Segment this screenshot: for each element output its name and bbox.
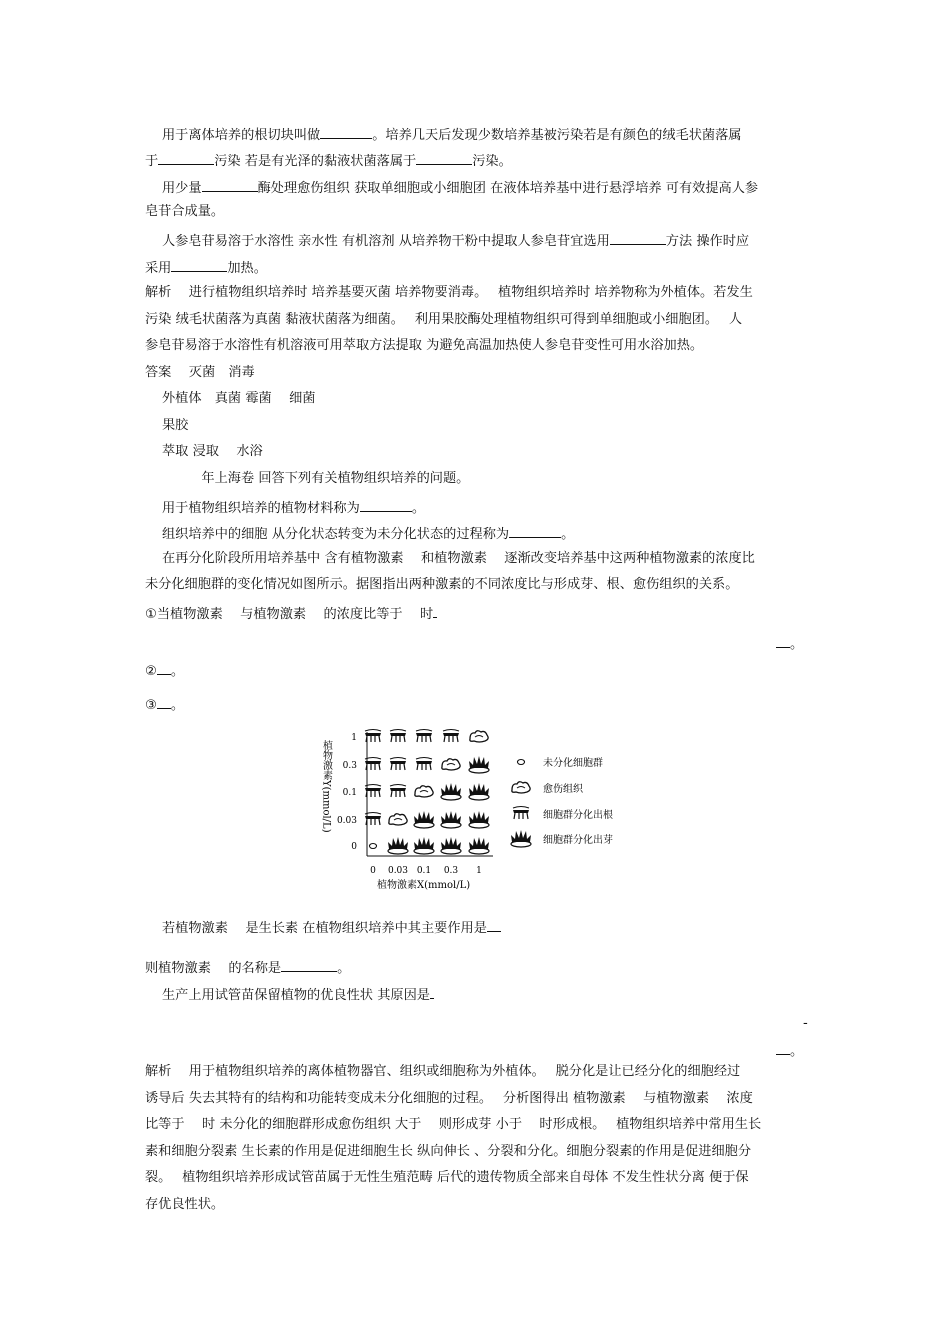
answer-blank: [360, 497, 412, 512]
paragraph-line: 组织培养中的细胞 从分化状态转变为未分化状态的过程称为 。: [162, 523, 574, 544]
analysis-line: 存优良性状。: [145, 1197, 225, 1212]
answer-blank: [487, 917, 501, 932]
x-tick-labels: [370, 866, 482, 876]
analysis-line: 诱导后 失去其特有的结构和功能转变成未分化细胞的过程。 分析图得出 植物激素 与植物激素 浓度: [145, 1091, 753, 1106]
paragraph-line: 用少量 酶处理愈伤组织 获取单细胞或小细胞团 在液体培养基中进行悬浮培养 可有效提高人参: [162, 177, 758, 198]
x-axis-title: 植物激素X(mmol/L): [377, 880, 471, 891]
answer-line: 外植体 真菌 霉菌 细菌: [162, 391, 316, 406]
answer-blank: [202, 177, 258, 192]
bud-icon: [469, 756, 489, 773]
paragraph-line: 。: [776, 1040, 803, 1061]
paragraph-line: 若植物激素 是生长素 在植物组织培养中其主要作用是: [162, 917, 501, 938]
root-icon: [443, 730, 459, 743]
legend-label: 细胞群分化出芽: [543, 835, 613, 846]
hormone-ratio-figure: [321, 726, 629, 892]
legend-label: 愈伤组织: [543, 784, 583, 795]
analysis-line: 比等于 时 未分化的细胞群形成愈伤组织 大于 则形成芽 小于 时形成根。 植物组织培养中常用生长: [145, 1117, 762, 1132]
y-tick-label: 0: [351, 842, 357, 852]
answer-line: 萃取 浸取 水浴: [162, 444, 263, 459]
answer-blank: [416, 150, 472, 165]
root-icon: [390, 785, 406, 798]
legend: [511, 756, 613, 847]
answer-blank: [320, 124, 372, 139]
paragraph-line: 生产上用试管苗保留植物的优良性状 其原因是: [162, 984, 434, 1005]
result-grid: [365, 730, 489, 855]
question-title: 年上海卷 回答下列有关植物组织培养的问题。: [184, 471, 470, 486]
paragraph-line: 未分化细胞群的变化情况如图所示。据图指出两种激素的不同浓度比与形成芽、根、愈伤组织的关系。: [145, 577, 739, 592]
answer-blank: [157, 660, 171, 675]
bud-icon: [441, 837, 461, 854]
paragraph-line: 在再分化阶段所用培养基中 含有植物激素 和植物激素 逐渐改变培养基中这两种植物激素的浓度比: [162, 551, 755, 566]
undifferentiated-icon: [370, 844, 377, 849]
paragraph-line: ③ 。: [145, 694, 184, 715]
paragraph-line: ② 。: [145, 660, 184, 681]
paragraph-line: 于 污染 若是有光泽的黏液状菌落属于 污染。: [145, 150, 512, 171]
analysis-line: 素和细胞分裂素 生长素的作用是促进细胞生长 纵向伸长 、分裂和分化。细胞分裂素的作用是促进细胞分: [145, 1144, 752, 1159]
y-axis-title: 植物激素Y(mmol/L): [321, 740, 332, 833]
analysis-line: 裂。 植物组织培养形成试管苗属于无性生殖范畴 后代的遗传物质全部来自母体 不发生性状分离 便于保: [145, 1170, 749, 1185]
root-icon: [390, 758, 406, 771]
x-tick-label: 0: [370, 866, 376, 876]
legend-label: 细胞群分化出根: [543, 810, 613, 821]
paragraph-line: 用于植物组织培养的植物材料称为 。: [162, 497, 425, 518]
answer-blank: [157, 694, 171, 709]
undifferentiated-icon: [518, 760, 525, 765]
bud-icon: [511, 830, 531, 847]
root-icon: [390, 730, 406, 743]
analysis-line: 污染 绒毛状菌落为真菌 黏液状菌落为细菌。 利用果胶酶处理植物组织可得到单细胞或小细胞团。 人: [145, 312, 743, 327]
answer-blank: [433, 603, 437, 618]
answer-blank: [776, 633, 790, 648]
answer-line: 果胶: [162, 418, 189, 433]
root-icon: [416, 758, 432, 771]
answer-blank: [509, 523, 561, 538]
bud-icon: [414, 837, 434, 854]
analysis-line: 解析 进行植物组织培养时 培养基要灭菌 培养物要消毒。 植物组织培养时 培养物称为外植体。若发生: [145, 285, 753, 300]
y-tick-label: 1: [351, 733, 357, 743]
root-icon: [513, 807, 529, 820]
x-tick-label: 1: [476, 866, 482, 876]
answer-blank: [281, 957, 337, 972]
y-tick-labels: [337, 733, 357, 852]
x-tick-label: 0.03: [387, 866, 409, 876]
figure-svg: [321, 726, 629, 892]
callus-icon: [389, 814, 407, 825]
answer-line: 答案 灭菌 消毒: [145, 365, 255, 380]
answer-blank: [171, 257, 227, 272]
paragraph-line: 皂苷合成量。: [145, 204, 225, 219]
bud-icon: [469, 811, 489, 828]
y-tick-label: 0.3: [342, 761, 357, 771]
bud-icon: [441, 783, 461, 800]
callus-icon: [512, 782, 530, 793]
answer-blank: [776, 1040, 790, 1055]
analysis-line: 解析 用于植物组织培养的离体植物器官、组织或细胞称为外植体。 脱分化是让已经分化的细胞经过: [145, 1064, 741, 1079]
root-icon: [416, 730, 432, 743]
bud-icon: [388, 837, 408, 854]
answer-blank: [158, 150, 214, 165]
paragraph-line: 人参皂苷易溶于水溶性 亲水性 有机溶剂 从培养物干粉中提取人参皂苷宜选用 方法 操作时应: [162, 230, 749, 251]
callus-icon: [442, 759, 460, 770]
paragraph-line: -: [803, 1016, 808, 1031]
y-tick-label: 0.03: [336, 816, 357, 826]
analysis-line: 参皂苷易溶于水溶性有机溶液可用萃取方法提取 为避免高温加热使人参皂苷变性可用水浴加热。: [145, 338, 704, 353]
bud-icon: [469, 783, 489, 800]
legend-label: 未分化细胞群: [543, 758, 603, 769]
x-tick-label: 0.1: [416, 866, 432, 876]
bud-icon: [469, 837, 489, 854]
paragraph-line: 采用 加热。: [145, 257, 267, 278]
y-tick-label: 0.1: [342, 788, 357, 798]
paragraph-line: 用于离体培养的根切块叫做 。培养几天后发现少数培养基被污染若是有颜色的绒毛状菌落属: [162, 124, 742, 145]
paragraph-line: 。: [776, 633, 803, 654]
paragraph-line: ①当植物激素 与植物激素 的浓度比等于 时: [145, 603, 437, 624]
bud-icon: [414, 811, 434, 828]
paragraph-line: 则植物激素 的名称是 。: [145, 957, 350, 978]
answer-blank: [430, 984, 434, 999]
callus-icon: [470, 731, 488, 742]
bud-icon: [441, 811, 461, 828]
x-tick-label: 0.3: [443, 866, 459, 876]
callus-icon: [415, 786, 433, 797]
answer-blank: [610, 230, 666, 245]
